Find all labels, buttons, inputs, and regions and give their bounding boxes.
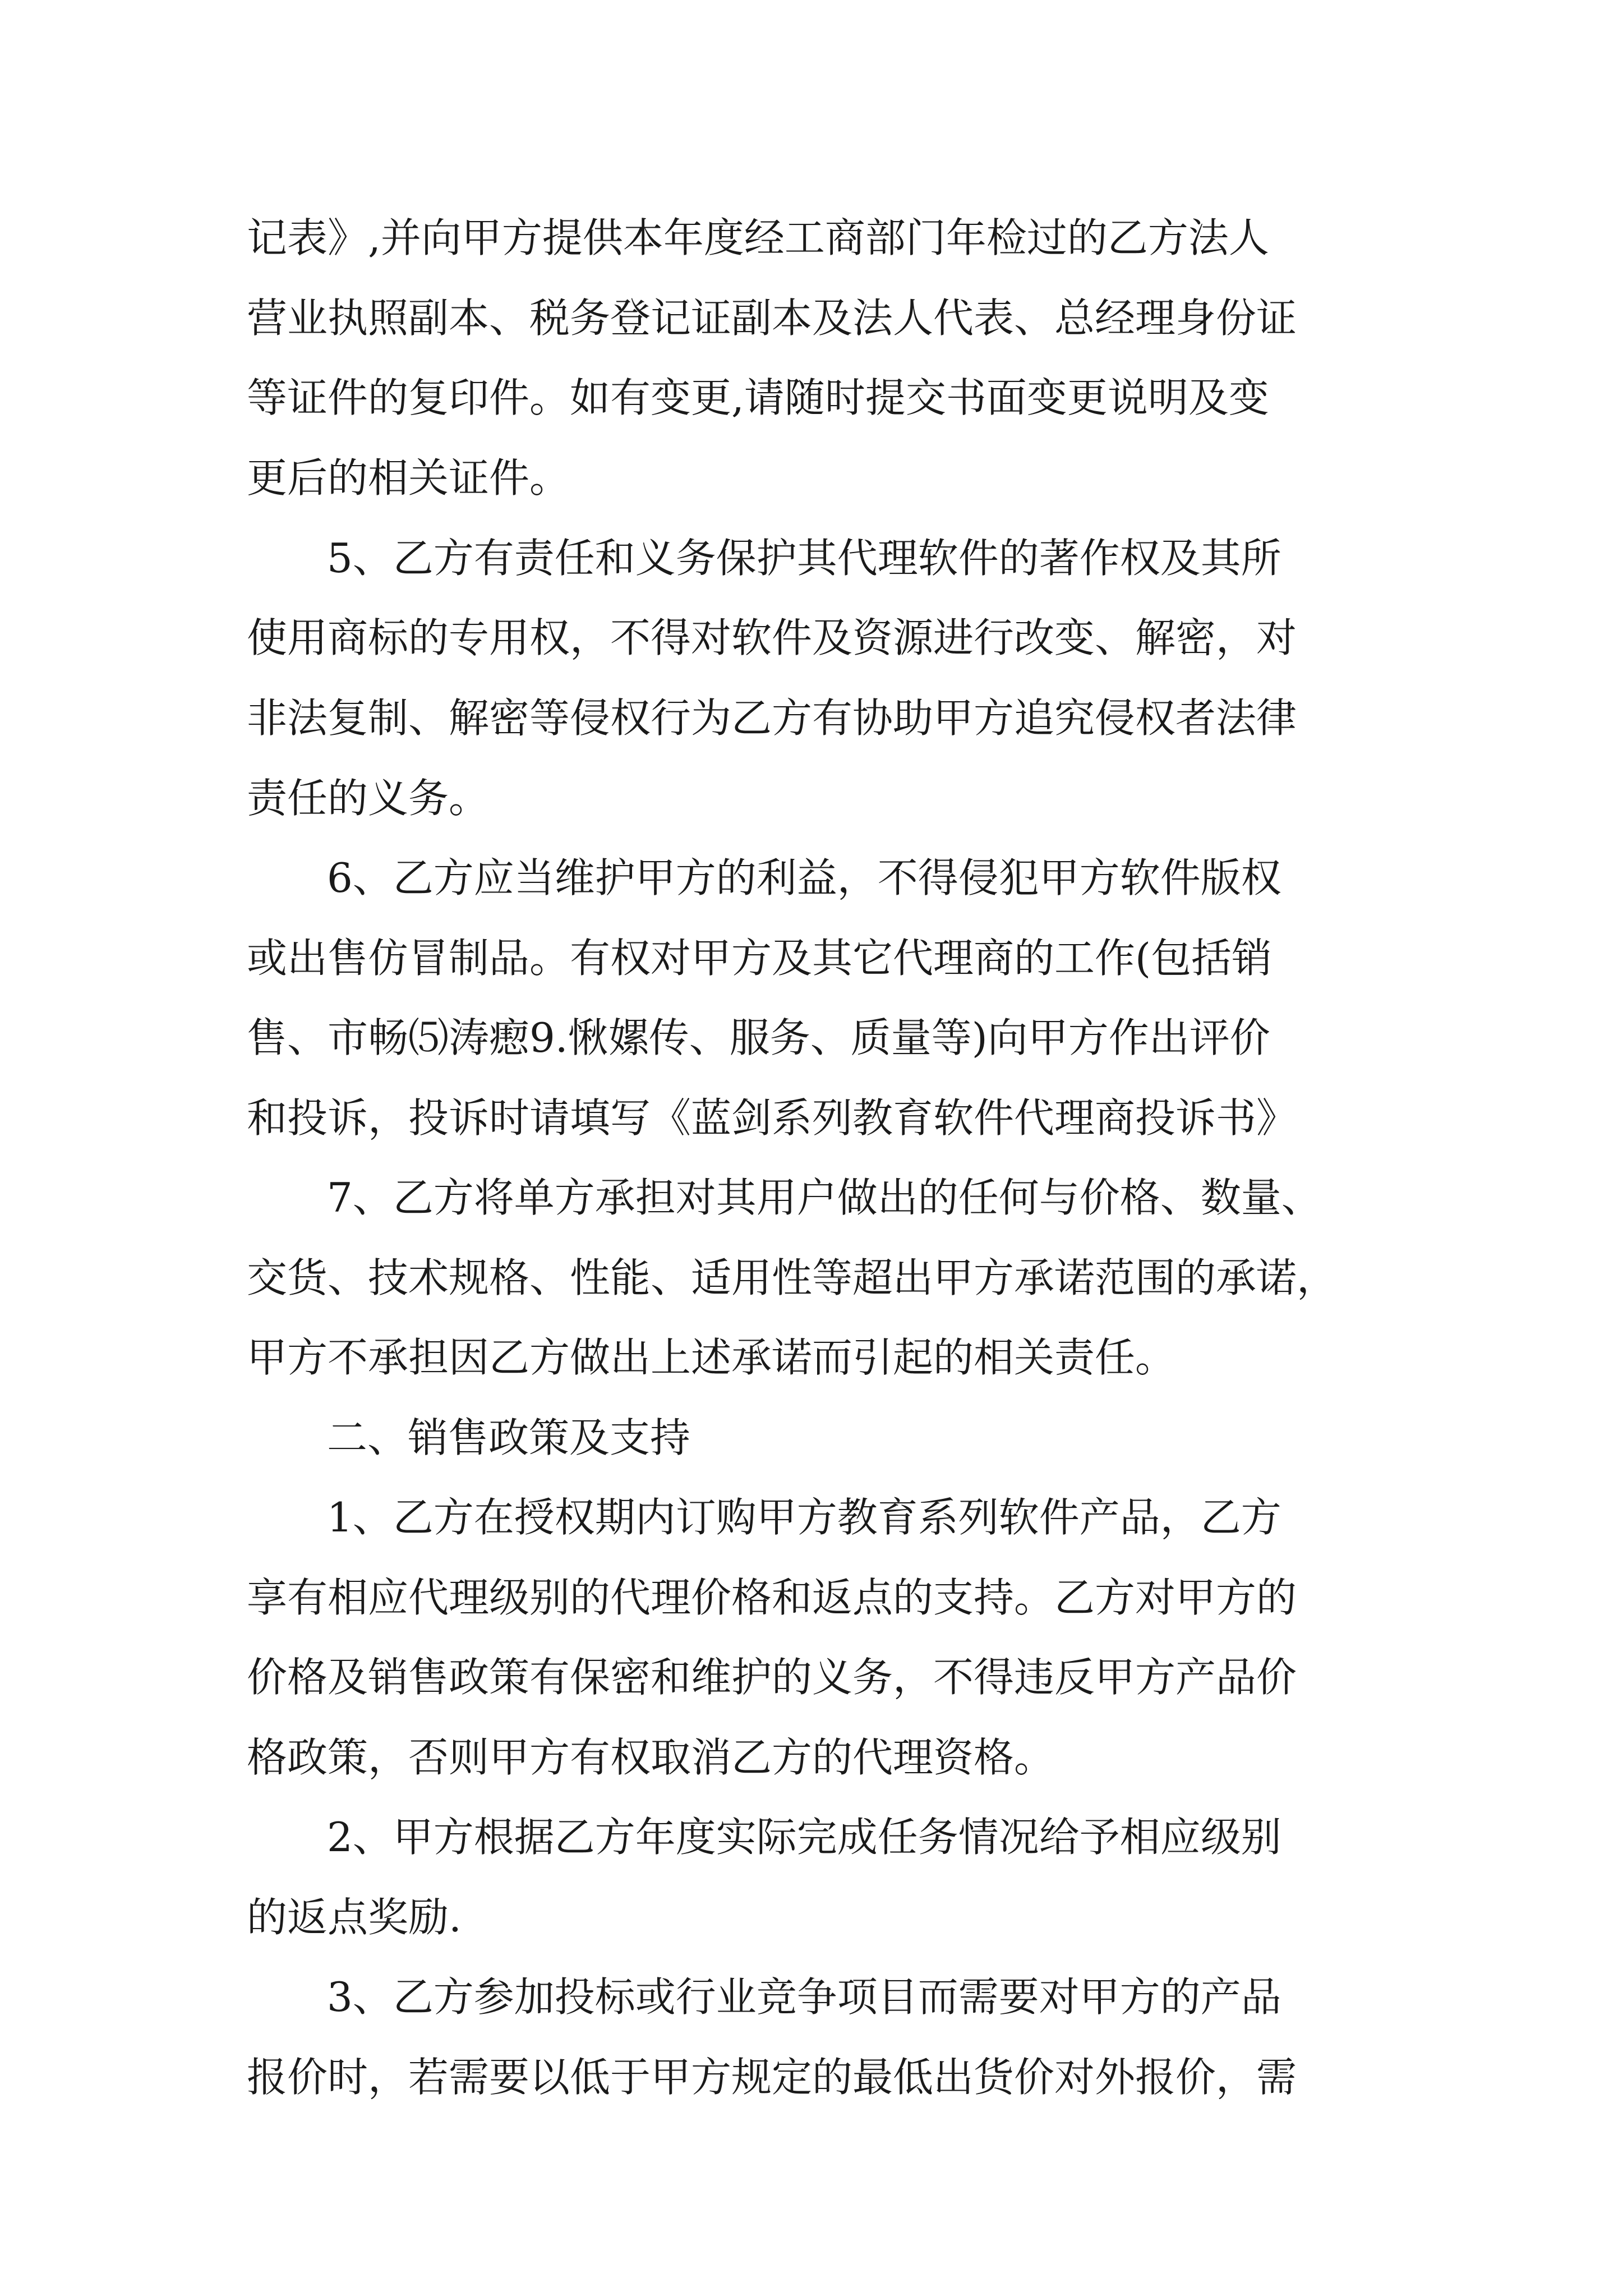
text-line: 或出售仿冒制品。有权对甲方及其它代理商的工作(包括销 (247, 935, 1272, 982)
text-line: 更后的相关证件。 (247, 454, 570, 501)
text-line: 格政策，否则甲方有权取消乙方的代理资格。 (247, 1734, 1055, 1781)
text-line: 责任的义务。 (247, 775, 490, 822)
text-line: 使用商标的专用权，不得对软件及资源进行改变、解密，对 (247, 614, 1297, 661)
text-line: 报价时，若需要以低于甲方规定的最低出货价对外报价，需 (247, 2054, 1297, 2101)
text-line: 等证件的复印件。如有变更,请随时提交书面变更说明及变 (247, 374, 1269, 421)
text-line: 5、乙方有责任和义务保护其代理软件的著作权及其所 (327, 535, 1281, 582)
text-line: 记表》,并向甲方提供本年度经工商部门年检过的乙方法人 (247, 214, 1269, 261)
text-line: 6、乙方应当维护甲方的利益，不得侵犯甲方软件版权 (327, 854, 1281, 901)
text-line: 售、市畅⑸涛瘛9.愀嫘传、服务、质量等)向甲方作出评价 (247, 1014, 1270, 1061)
text-line: 3、乙方参加投标或行业竞争项目而需要对甲方的产品 (327, 1973, 1281, 2021)
text-line: 价格及销售政策有保密和维护的义务，不得违反甲方产品价 (247, 1654, 1297, 1701)
text-line: 享有相应代理级别的代理价格和返点的支持。乙方对甲方的 (247, 1574, 1297, 1621)
text-line: 7、乙方将单方承担对其用户做出的任何与价格、数量、 (327, 1174, 1322, 1221)
text-line: 2、甲方根据乙方年度实际完成任务情况给予相应级别 (327, 1814, 1281, 1861)
text-line: 交货、技术规格、性能、适用性等超出甲方承诺范围的承诺， (247, 1254, 1338, 1301)
text-line: 非法复制、解密等侵权行为乙方有协助甲方追究侵权者法律 (247, 694, 1297, 742)
text-line: 的返点奖励. (247, 1894, 462, 1941)
text-line: 和投诉，投诉时请填写《蓝剑系列教育软件代理商投诉书》 (247, 1094, 1297, 1142)
text-line: 营业执照副本、税务登记证副本及法人代表、总经理身份证 (247, 295, 1297, 342)
text-line: 1、乙方在授权期内订购甲方教育系列软件产品，乙方 (327, 1494, 1281, 1541)
section-heading: 二、销售政策及支持 (327, 1414, 691, 1461)
text-line: 甲方不承担因乙方做出上述承诺而引起的相关责任。 (247, 1334, 1176, 1381)
